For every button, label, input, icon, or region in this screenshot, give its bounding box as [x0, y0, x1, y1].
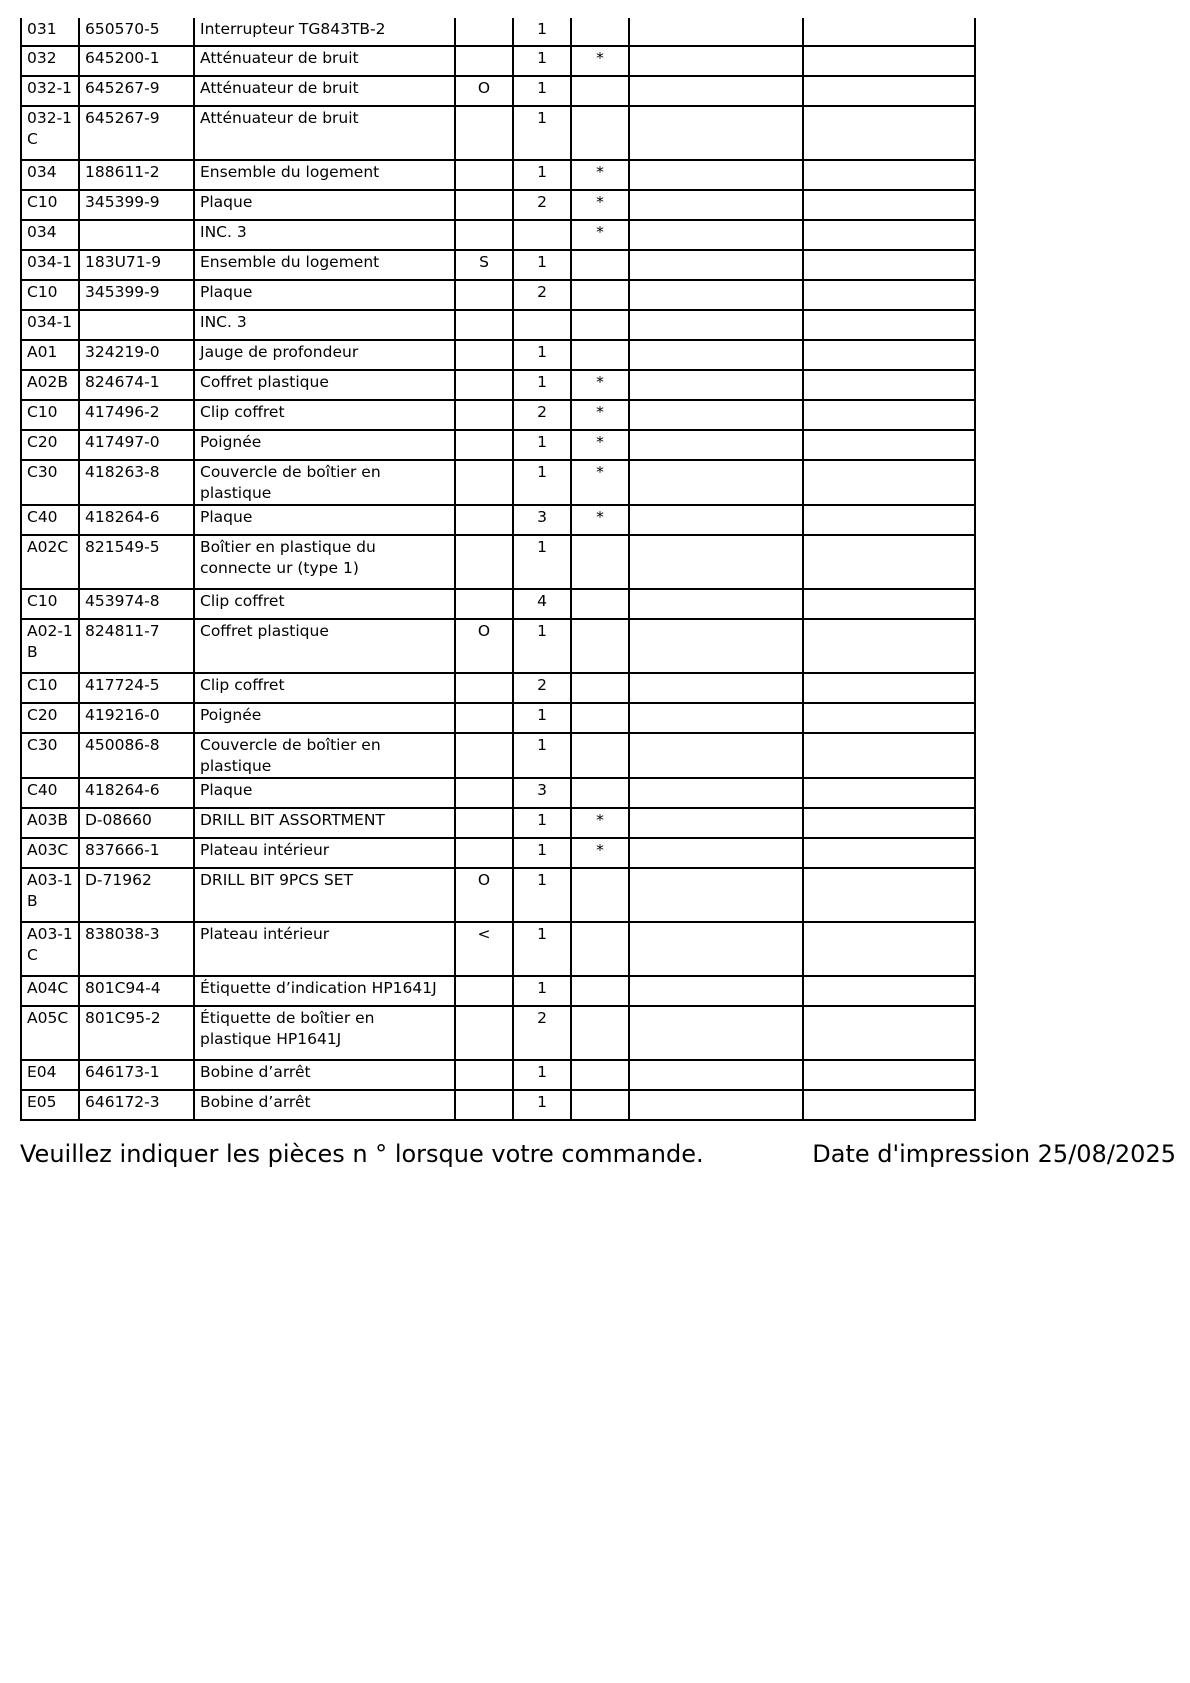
quantity-cell [513, 310, 571, 340]
description-cell: Boîtier en plastique du connecte ur (type 1) [194, 535, 455, 589]
order-notice: Veuillez indiquer les pièces n ° lorsque votre commande. [20, 1140, 704, 1168]
part-number-cell: 450086-8 [79, 733, 194, 778]
table-row [21, 340, 975, 370]
description-cell: Bobine d’arrêt [194, 1060, 455, 1090]
quantity-cell [513, 220, 571, 250]
table-row [21, 703, 975, 733]
empty-cell [803, 310, 975, 340]
note-cell [455, 1060, 513, 1090]
quantity-cell: 1 [513, 106, 571, 160]
table-row [21, 106, 975, 160]
empty-cell [803, 250, 975, 280]
table-row [21, 18, 975, 46]
table-row [21, 1006, 975, 1060]
flag-cell: * [571, 370, 629, 400]
flag-cell: * [571, 838, 629, 868]
description-cell: Couvercle de boîtier en plastique [194, 733, 455, 778]
part-number-cell: 837666-1 [79, 838, 194, 868]
quantity-cell: 1 [513, 976, 571, 1006]
table-row [21, 76, 975, 106]
note-cell: < [455, 922, 513, 976]
description-cell: Plaque [194, 505, 455, 535]
table-row [21, 160, 975, 190]
quantity-cell: 2 [513, 190, 571, 220]
empty-cell [803, 400, 975, 430]
description-cell: Poignée [194, 430, 455, 460]
table-row [21, 190, 975, 220]
description-cell: Couvercle de boîtier en plastique [194, 460, 455, 505]
empty-cell [629, 703, 803, 733]
note-cell [455, 535, 513, 589]
note-cell [455, 280, 513, 310]
empty-cell [629, 619, 803, 673]
ref-cell: E05 [21, 1090, 79, 1120]
flag-cell [571, 535, 629, 589]
note-cell [455, 370, 513, 400]
quantity-cell: 2 [513, 280, 571, 310]
empty-cell [803, 460, 975, 505]
description-cell: Étiquette de boîtier en plastique HP1641J [194, 1006, 455, 1060]
note-cell [455, 340, 513, 370]
part-number-cell: 645267-9 [79, 76, 194, 106]
table-row [21, 673, 975, 703]
flag-cell [571, 18, 629, 46]
part-number-cell: 801C95-2 [79, 1006, 194, 1060]
flag-cell: * [571, 220, 629, 250]
part-number-cell: 650570-5 [79, 18, 194, 46]
flag-cell [571, 1090, 629, 1120]
empty-cell [629, 1006, 803, 1060]
quantity-cell: 1 [513, 868, 571, 922]
note-cell [455, 505, 513, 535]
flag-cell [571, 310, 629, 340]
ref-cell: A03-1 B [21, 868, 79, 922]
ref-cell: A03-1 C [21, 922, 79, 976]
part-number-cell: 345399-9 [79, 190, 194, 220]
empty-cell [629, 106, 803, 160]
note-cell [455, 778, 513, 808]
table-row [21, 808, 975, 838]
quantity-cell: 1 [513, 250, 571, 280]
empty-cell [803, 430, 975, 460]
flag-cell [571, 868, 629, 922]
flag-cell [571, 1060, 629, 1090]
quantity-cell: 1 [513, 808, 571, 838]
quantity-cell: 1 [513, 733, 571, 778]
description-cell: Atténuateur de bruit [194, 76, 455, 106]
flag-cell: * [571, 190, 629, 220]
ref-cell: C10 [21, 400, 79, 430]
flag-cell [571, 280, 629, 310]
description-cell: Plaque [194, 190, 455, 220]
flag-cell: * [571, 46, 629, 76]
empty-cell [803, 778, 975, 808]
note-cell [455, 310, 513, 340]
empty-cell [803, 868, 975, 922]
ref-cell: C20 [21, 703, 79, 733]
ref-cell: C10 [21, 673, 79, 703]
description-cell: Plaque [194, 778, 455, 808]
description-cell: INC. 3 [194, 220, 455, 250]
description-cell: Ensemble du logement [194, 250, 455, 280]
description-cell: Coffret plastique [194, 619, 455, 673]
empty-cell [803, 76, 975, 106]
empty-cell [803, 976, 975, 1006]
empty-cell [629, 430, 803, 460]
empty-cell [629, 535, 803, 589]
quantity-cell: 1 [513, 922, 571, 976]
description-cell: Plaque [194, 280, 455, 310]
empty-cell [803, 703, 975, 733]
table-row [21, 505, 975, 535]
description-cell: DRILL BIT 9PCS SET [194, 868, 455, 922]
table-row [21, 838, 975, 868]
quantity-cell: 1 [513, 340, 571, 370]
flag-cell [571, 1006, 629, 1060]
note-cell: O [455, 868, 513, 922]
empty-cell [803, 46, 975, 76]
empty-cell [803, 673, 975, 703]
part-number-cell: 418264-6 [79, 505, 194, 535]
print-date: Date d'impression 25/08/2025 [812, 1140, 1176, 1168]
ref-cell: C20 [21, 430, 79, 460]
ref-cell: 032 [21, 46, 79, 76]
table-row [21, 589, 975, 619]
note-cell [455, 18, 513, 46]
table-row [21, 976, 975, 1006]
ref-cell: A04C [21, 976, 79, 1006]
quantity-cell: 1 [513, 703, 571, 733]
quantity-cell: 1 [513, 1060, 571, 1090]
description-cell: Bobine d’arrêt [194, 1090, 455, 1120]
flag-cell: * [571, 400, 629, 430]
empty-cell [803, 619, 975, 673]
part-number-cell: 821549-5 [79, 535, 194, 589]
empty-cell [629, 18, 803, 46]
flag-cell [571, 976, 629, 1006]
flag-cell: * [571, 430, 629, 460]
note-cell [455, 838, 513, 868]
quantity-cell: 2 [513, 1006, 571, 1060]
note-cell [455, 1090, 513, 1120]
quantity-cell: 1 [513, 460, 571, 505]
part-number-cell: 417496-2 [79, 400, 194, 430]
note-cell: S [455, 250, 513, 280]
ref-cell: A02C [21, 535, 79, 589]
flag-cell [571, 733, 629, 778]
quantity-cell: 4 [513, 589, 571, 619]
empty-cell [629, 1090, 803, 1120]
description-cell: Clip coffret [194, 400, 455, 430]
ref-cell: E04 [21, 1060, 79, 1090]
empty-cell [629, 838, 803, 868]
empty-cell [803, 589, 975, 619]
table-row [21, 250, 975, 280]
ref-cell: 034 [21, 160, 79, 190]
part-number-cell: D-08660 [79, 808, 194, 838]
ref-cell: C40 [21, 505, 79, 535]
part-number-cell: 645267-9 [79, 106, 194, 160]
quantity-cell: 1 [513, 535, 571, 589]
ref-cell: A03C [21, 838, 79, 868]
note-cell: O [455, 76, 513, 106]
table-row [21, 220, 975, 250]
empty-cell [629, 505, 803, 535]
ref-cell: C10 [21, 589, 79, 619]
description-cell: Interrupteur TG843TB-2 [194, 18, 455, 46]
description-cell: Ensemble du logement [194, 160, 455, 190]
note-cell: O [455, 619, 513, 673]
empty-cell [629, 250, 803, 280]
empty-cell [803, 922, 975, 976]
table-row [21, 280, 975, 310]
note-cell [455, 190, 513, 220]
note-cell [455, 703, 513, 733]
empty-cell [803, 340, 975, 370]
note-cell [455, 46, 513, 76]
part-number-cell: 645200-1 [79, 46, 194, 76]
flag-cell: * [571, 460, 629, 505]
empty-cell [803, 1006, 975, 1060]
note-cell [455, 430, 513, 460]
flag-cell [571, 619, 629, 673]
flag-cell [571, 703, 629, 733]
empty-cell [803, 733, 975, 778]
empty-cell [803, 808, 975, 838]
ref-cell: 034-1 [21, 250, 79, 280]
note-cell [455, 976, 513, 1006]
table-row [21, 778, 975, 808]
description-cell: Coffret plastique [194, 370, 455, 400]
parts-list-table [20, 18, 976, 1121]
empty-cell [629, 190, 803, 220]
description-cell: Clip coffret [194, 673, 455, 703]
table-row [21, 1090, 975, 1120]
note-cell [455, 400, 513, 430]
ref-cell: C10 [21, 190, 79, 220]
table-row [21, 370, 975, 400]
empty-cell [803, 838, 975, 868]
flag-cell [571, 106, 629, 160]
part-number-cell: 417724-5 [79, 673, 194, 703]
ref-cell: 034 [21, 220, 79, 250]
empty-cell [803, 535, 975, 589]
empty-cell [629, 733, 803, 778]
part-number-cell: 324219-0 [79, 340, 194, 370]
empty-cell [629, 922, 803, 976]
quantity-cell: 3 [513, 778, 571, 808]
part-number-cell: 188611-2 [79, 160, 194, 190]
table-row [21, 619, 975, 673]
part-number-cell [79, 310, 194, 340]
description-cell: DRILL BIT ASSORTMENT [194, 808, 455, 838]
empty-cell [803, 160, 975, 190]
empty-cell [629, 76, 803, 106]
table-row [21, 922, 975, 976]
empty-cell [629, 46, 803, 76]
table-row [21, 430, 975, 460]
note-cell [455, 808, 513, 838]
table-row [21, 733, 975, 778]
table-row [21, 400, 975, 430]
quantity-cell: 2 [513, 673, 571, 703]
part-number-cell: 418263-8 [79, 460, 194, 505]
empty-cell [629, 340, 803, 370]
flag-cell [571, 673, 629, 703]
note-cell [455, 160, 513, 190]
quantity-cell: 1 [513, 46, 571, 76]
part-number-cell: 453974-8 [79, 589, 194, 619]
note-cell [455, 220, 513, 250]
part-number-cell: 824811-7 [79, 619, 194, 673]
ref-cell: A03B [21, 808, 79, 838]
part-number-cell: D-71962 [79, 868, 194, 922]
part-number-cell: 345399-9 [79, 280, 194, 310]
table-row [21, 460, 975, 505]
part-number-cell: 646172-3 [79, 1090, 194, 1120]
part-number-cell: 418264-6 [79, 778, 194, 808]
part-number-cell: 417497-0 [79, 430, 194, 460]
part-number-cell: 824674-1 [79, 370, 194, 400]
empty-cell [629, 160, 803, 190]
part-number-cell: 183U71-9 [79, 250, 194, 280]
empty-cell [803, 190, 975, 220]
ref-cell: A05C [21, 1006, 79, 1060]
empty-cell [803, 220, 975, 250]
empty-cell [629, 778, 803, 808]
part-number-cell [79, 220, 194, 250]
table-row [21, 46, 975, 76]
ref-cell: 034-1 [21, 310, 79, 340]
quantity-cell: 2 [513, 400, 571, 430]
note-cell [455, 589, 513, 619]
flag-cell [571, 340, 629, 370]
flag-cell: * [571, 160, 629, 190]
quantity-cell: 1 [513, 619, 571, 673]
empty-cell [629, 589, 803, 619]
empty-cell [629, 673, 803, 703]
ref-cell: 032-1 C [21, 106, 79, 160]
ref-cell: 031 [21, 18, 79, 46]
description-cell: Étiquette d’indication HP1641J [194, 976, 455, 1006]
empty-cell [803, 1090, 975, 1120]
quantity-cell: 1 [513, 160, 571, 190]
empty-cell [803, 280, 975, 310]
description-cell: Plateau intérieur [194, 838, 455, 868]
ref-cell: C30 [21, 460, 79, 505]
part-number-cell: 838038-3 [79, 922, 194, 976]
parts-table-body [21, 18, 975, 1120]
flag-cell [571, 922, 629, 976]
empty-cell [803, 106, 975, 160]
note-cell [455, 1006, 513, 1060]
description-cell: Jauge de profondeur [194, 340, 455, 370]
table-row [21, 310, 975, 340]
flag-cell [571, 250, 629, 280]
flag-cell: * [571, 808, 629, 838]
description-cell: Atténuateur de bruit [194, 106, 455, 160]
flag-cell: * [571, 505, 629, 535]
ref-cell: 032-1 [21, 76, 79, 106]
flag-cell [571, 778, 629, 808]
empty-cell [803, 1060, 975, 1090]
ref-cell: C40 [21, 778, 79, 808]
table-row [21, 535, 975, 589]
note-cell [455, 106, 513, 160]
empty-cell [629, 808, 803, 838]
description-cell: Poignée [194, 703, 455, 733]
empty-cell [803, 505, 975, 535]
empty-cell [629, 220, 803, 250]
part-number-cell: 801C94-4 [79, 976, 194, 1006]
quantity-cell: 1 [513, 1090, 571, 1120]
flag-cell [571, 589, 629, 619]
quantity-cell: 1 [513, 18, 571, 46]
part-number-cell: 646173-1 [79, 1060, 194, 1090]
description-cell: Clip coffret [194, 589, 455, 619]
quantity-cell: 1 [513, 76, 571, 106]
empty-cell [629, 1060, 803, 1090]
empty-cell [629, 460, 803, 505]
table-row [21, 1060, 975, 1090]
ref-cell: A01 [21, 340, 79, 370]
empty-cell [803, 18, 975, 46]
description-cell: Plateau intérieur [194, 922, 455, 976]
description-cell: INC. 3 [194, 310, 455, 340]
description-cell: Atténuateur de bruit [194, 46, 455, 76]
quantity-cell: 1 [513, 370, 571, 400]
ref-cell: C10 [21, 280, 79, 310]
part-number-cell: 419216-0 [79, 703, 194, 733]
ref-cell: A02-1 B [21, 619, 79, 673]
empty-cell [629, 280, 803, 310]
empty-cell [803, 370, 975, 400]
table-row [21, 868, 975, 922]
quantity-cell: 1 [513, 838, 571, 868]
empty-cell [629, 400, 803, 430]
quantity-cell: 3 [513, 505, 571, 535]
ref-cell: C30 [21, 733, 79, 778]
empty-cell [629, 976, 803, 1006]
flag-cell [571, 76, 629, 106]
empty-cell [629, 370, 803, 400]
note-cell [455, 673, 513, 703]
note-cell [455, 733, 513, 778]
ref-cell: A02B [21, 370, 79, 400]
quantity-cell: 1 [513, 430, 571, 460]
note-cell [455, 460, 513, 505]
empty-cell [629, 310, 803, 340]
empty-cell [629, 868, 803, 922]
